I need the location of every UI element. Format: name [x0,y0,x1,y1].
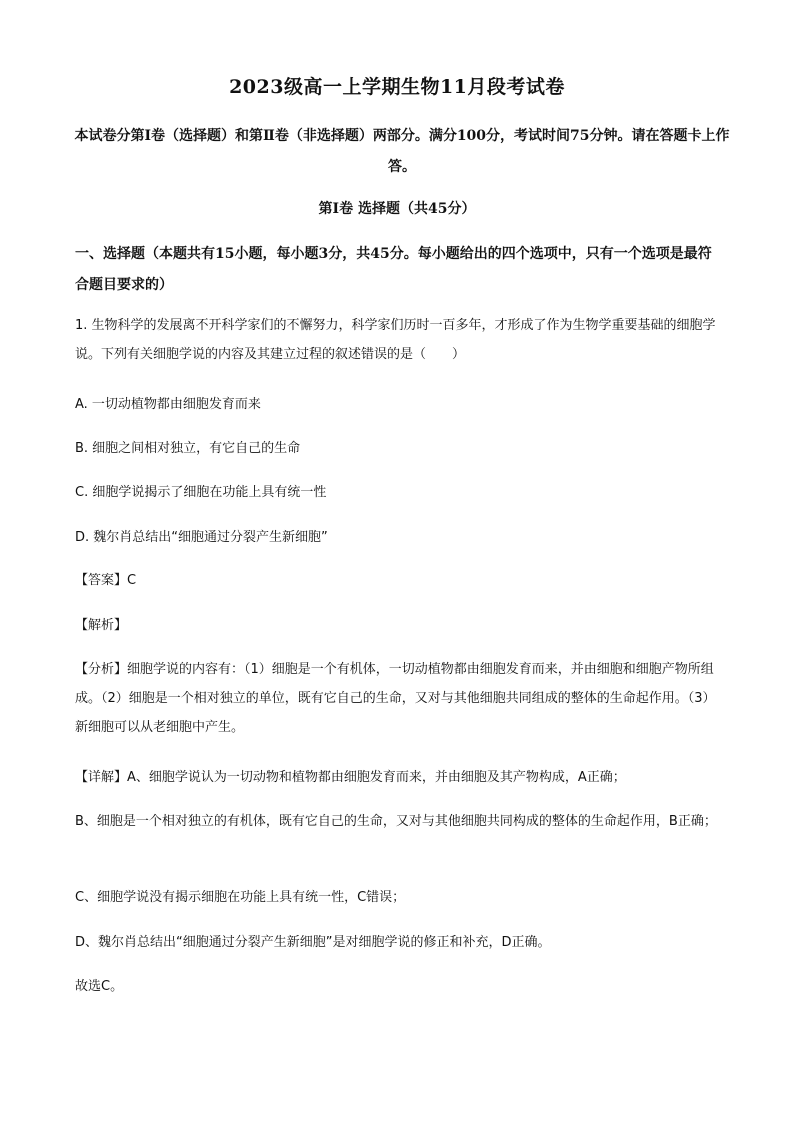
exam-instructions: 本试卷分第Ⅰ卷（选择题）和第Ⅱ卷（非选择题）两部分。满分100分，考试时间75分钟。请在答题卡上作答。 [74,128,730,175]
option-b: B. 细胞之间相对独立，有它自己的生命 [75,441,301,456]
detail-c: C、细胞学说没有揭示细胞在功能上具有统一性，C错误； [75,890,406,905]
detail-a: 【详解】A、细胞学说认为一切动物和植物都由细胞发育而来，并由细胞及其产物构成，A正确； [75,770,626,785]
part-heading: 一、选择题（本题共有15小题，每小题3分，共45分。每小题给出的四个选项中，只有一个选项是最符合题目要求的） [75,246,712,293]
option-c: C. 细胞学说揭示了细胞在功能上具有统一性 [75,485,327,500]
analysis-label: 【解析】 [75,618,128,633]
answer-text: 【答案】C [75,573,137,588]
option-a: A. 一切动植物都由细胞发育而来 [75,397,261,412]
detail-d: D、魏尔肖总结出“细胞通过分裂产生新细胞”是对细胞学说的修正和补充，D正确。 [75,935,551,950]
section-heading: 第Ⅰ卷 选择题（共45分） [318,201,476,217]
option-d: D. 魏尔肖总结出“细胞通过分裂产生新细胞” [75,530,328,545]
detail-b: B、细胞是一个相对独立的有机体，既有它自己的生命，又对与其他细胞共同构成的整体的生命起作用，B正确； [75,814,717,829]
page-title: 2023级高一上学期生物11月段考试卷 [229,76,565,98]
analysis-text: 【分析】细胞学说的内容有：（1）细胞是一个有机体，一切动植物都由细胞发育而来，并由细胞和细胞产物所组成。（2）细胞是一个相对独立的单位，既有它自己的生命，又对与其他细胞共同组成的整体的生命起作用。（3）新细胞可以从老细胞中产生。 [75,662,716,735]
question-stem: 1. 生物科学的发展离不开科学家们的不懈努力，科学家们历时一百多年，才形成了作为生物学重要基础的细胞学说。下列有关细胞学说的内容及其建立过程的叙述错误的是（ ） [75,318,716,362]
conclusion-text: 故选C。 [75,979,124,994]
